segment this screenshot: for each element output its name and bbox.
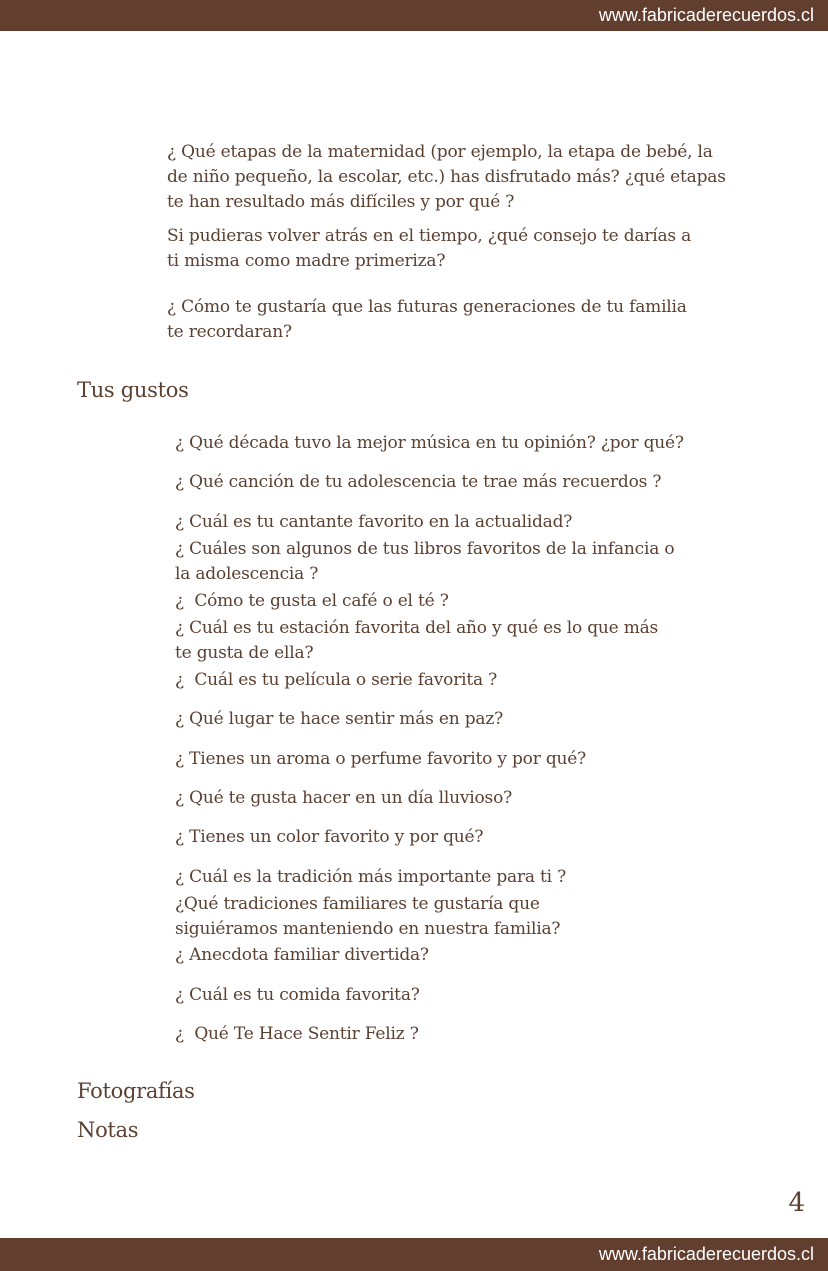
header-website: www.fabricaderecuerdos.cl (598, 5, 814, 25)
footer-bar (0, 1238, 828, 1271)
taste-question: ¿ Cuál es tu comida favorita? (175, 985, 420, 1005)
section-heading-notes: Notas (77, 1118, 139, 1142)
taste-question: ¿ Cuál es la tradición más importante para ti ? (175, 867, 567, 887)
section-heading-photos: Fotografías (77, 1079, 195, 1103)
taste-question: ¿ Cuáles son algunos de tus libros favoritos de la infancia o la adolescencia ? (175, 539, 675, 584)
taste-question: ¿ Qué Te Hace Sentir Feliz ? (175, 1024, 419, 1044)
taste-question: ¿Qué tradiciones familiares te gustaría que siguiéramos manteniendo en nuestra familia? (175, 894, 561, 939)
taste-question: ¿ Cuál es tu estación favorita del año y qué es lo que más te gusta de ella? (175, 618, 659, 663)
taste-question: ¿ Cómo te gusta el café o el té ? (175, 591, 449, 611)
maternity-question-3: ¿ Cómo te gustaría que las futuras generaciones de tu familia te recordaran? (167, 297, 687, 342)
taste-question: ¿ Cuál es tu película o serie favorita ? (175, 670, 498, 690)
maternity-question-2: Si pudieras volver atrás en el tiempo, ¿qué consejo te darías a ti misma como madre primeriza? (167, 226, 692, 271)
section-heading-tastes: Tus gustos (77, 378, 189, 402)
taste-question: ¿ Cuál es tu cantante favorito en la actualidad? (175, 512, 573, 532)
taste-question: ¿ Qué lugar te hace sentir más en paz? (175, 709, 503, 729)
taste-question: ¿ Qué canción de tu adolescencia te trae más recuerdos ? (175, 472, 662, 492)
header-bar (0, 0, 828, 31)
footer-website: www.fabricaderecuerdos.cl (598, 1244, 814, 1264)
page-number: 4 (788, 1188, 805, 1218)
taste-question: ¿ Qué te gusta hacer en un día lluvioso? (175, 788, 513, 808)
taste-question: ¿ Tienes un aroma o perfume favorito y por qué? (175, 749, 587, 769)
maternity-question-1: ¿ Qué etapas de la maternidad (por ejemplo, la etapa de bebé, la de niño pequeño, la escolar, etc.) has disfrutado más? ¿qué etapas te han resultado más difíciles y por qué ? (167, 142, 726, 212)
taste-question: ¿ Tienes un color favorito y por qué? (175, 827, 484, 847)
taste-question: ¿ Qué década tuvo la mejor música en tu opinión? ¿por qué? (175, 433, 684, 453)
taste-question: ¿ Anecdota familiar divertida? (175, 945, 429, 965)
